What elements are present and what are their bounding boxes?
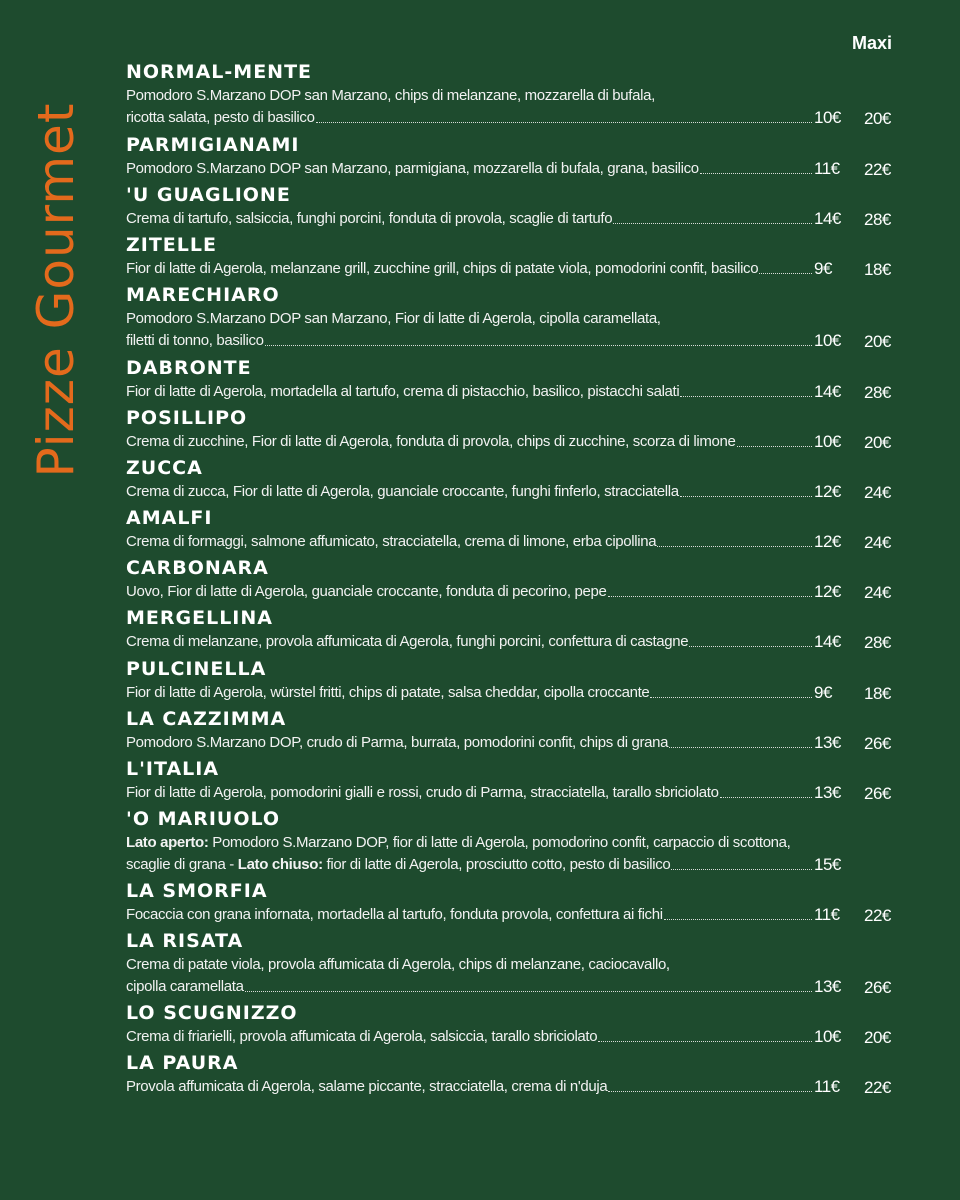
menu-item <box>126 183 916 230</box>
price: 12€ <box>814 482 841 501</box>
maxi-price: 20€ <box>864 109 891 128</box>
pizza-description-line: Focaccia con grana infornata, mortadella al tartufo, fonduta provola, confettura ai fichi 11€ <box>126 904 846 926</box>
pizza-description-line: Uovo, Fior di latte di Agerola, guanciale croccante, fonduta di pecorino, pepe 12€ <box>126 581 846 603</box>
price: 9€ <box>814 683 832 702</box>
pizza-name: ZITELLE <box>126 234 217 256</box>
dotted-leader <box>680 395 812 397</box>
side-label: Lato chiuso: <box>237 856 323 873</box>
pizza-description-line: Pomodoro S.Marzano DOP san Marzano, parmigiana, mozzarella di bufala, grana, basilico 11€ <box>126 158 846 180</box>
price: 10€ <box>814 432 841 451</box>
dotted-leader <box>671 868 812 870</box>
pizza-name: LA CAZZIMMA <box>126 708 287 730</box>
price: 11€ <box>814 159 840 178</box>
section-title-text: Pizze Gourmet <box>27 102 85 478</box>
pizza-description-line: cipolla caramellata 13€ <box>126 976 846 998</box>
menu-item <box>126 657 916 704</box>
maxi-price: 18€ <box>864 260 891 279</box>
price: 13€ <box>814 977 841 996</box>
pizza-name: LO SCUGNIZZO <box>126 1002 298 1024</box>
menu-item <box>126 60 916 129</box>
pizza-name: 'O MARIUOLO <box>126 808 281 830</box>
price: 12€ <box>814 582 841 601</box>
pizza-name: DABRONTE <box>126 357 252 379</box>
pizza-description-line: Provola affumicata di Agerola, salame piccante, stracciatella, crema di n'duja 11€ <box>126 1076 846 1098</box>
price: 12€ <box>814 532 841 551</box>
dotted-leader <box>650 696 812 698</box>
menu-item <box>126 133 916 180</box>
menu-item <box>126 606 916 653</box>
price: 11€ <box>814 905 840 924</box>
maxi-column-header: Maxi <box>852 33 893 53</box>
menu-item <box>126 929 916 998</box>
dotted-leader <box>759 272 812 274</box>
menu-item <box>126 456 916 503</box>
pizza-description-line: Crema di melanzane, provola affumicata di Agerola, funghi porcini, confettura di castagne 14€ <box>126 631 846 653</box>
pizza-name: NORMAL-MENTE <box>126 61 313 83</box>
pizza-description-line: Crema di tartufo, salsiccia, funghi porcini, fonduta di provola, scaglie di tartufo 14€ <box>126 208 846 230</box>
price: 13€ <box>814 783 841 802</box>
menu-item <box>126 1001 916 1048</box>
dotted-leader <box>316 121 812 123</box>
pizza-name: 'U GUAGLIONE <box>126 184 291 206</box>
pizza-name: L'ITALIA <box>126 758 220 780</box>
price: 13€ <box>814 733 841 752</box>
pizza-description-line: Pomodoro S.Marzano DOP, crudo di Parma, burrata, pomodorini confit, chips di grana 13€ <box>126 732 846 754</box>
pizza-name: LA RISATA <box>126 930 244 952</box>
price: 14€ <box>814 382 841 401</box>
pizza-description-line: Pomodoro S.Marzano DOP san Marzano, chips di melanzane, mozzarella di bufala, <box>126 87 655 104</box>
dotted-leader <box>598 1040 812 1042</box>
dotted-leader <box>689 645 812 647</box>
side-label: Lato aperto: <box>126 834 209 851</box>
price: 15€ <box>814 855 841 874</box>
menu-item <box>126 283 916 352</box>
pizza-description-line: Crema di formaggi, salmone affumicato, stracciatella, crema di limone, erba cipollina 12€ <box>126 531 846 553</box>
dotted-leader <box>720 796 812 798</box>
dotted-leader <box>265 344 812 346</box>
price: 14€ <box>814 632 841 651</box>
pizza-description-line: Crema di patate viola, provola affumicata di Agerola, chips di melanzane, caciocavallo, <box>126 956 670 973</box>
price: 10€ <box>814 108 841 127</box>
menu-item <box>126 1051 916 1098</box>
pizza-name: PARMIGIANAMI <box>126 134 300 156</box>
price: 11€ <box>814 1077 840 1096</box>
maxi-price: 24€ <box>864 583 891 602</box>
dotted-leader <box>608 1090 812 1092</box>
dotted-leader <box>680 495 812 497</box>
pizza-name: POSILLIPO <box>126 407 248 429</box>
pizza-name: PULCINELLA <box>126 658 267 680</box>
price: 14€ <box>814 209 841 228</box>
pizza-description-line: Fior di latte di Agerola, würstel fritti, chips di patate, salsa cheddar, cipolla croccante 9€ <box>126 682 846 704</box>
menu-item <box>126 807 916 876</box>
price: 10€ <box>814 331 841 350</box>
dotted-leader <box>700 172 812 174</box>
pizza-name: MARECHIARO <box>126 284 280 306</box>
pizza-name: AMALFI <box>126 507 213 529</box>
pizza-description-line: Fior di latte di Agerola, melanzane grill, zucchine grill, chips di patate viola, pomodorini confit, basilico 9€ <box>126 258 846 280</box>
pizza-description-line: Crema di friarielli, provola affumicata di Agerola, salsiccia, tarallo sbriciolato 10€ <box>126 1026 846 1048</box>
maxi-price: 22€ <box>864 906 891 925</box>
maxi-price: 20€ <box>864 332 891 351</box>
pizza-description-line: Crema di zucchine, Fior di latte di Agerola, fonduta di provola, chips di zucchine, scorza di limone 10€ <box>126 431 846 453</box>
price: 9€ <box>814 259 832 278</box>
menu-item <box>126 556 916 603</box>
menu-item <box>126 879 916 926</box>
price: 10€ <box>814 1027 841 1046</box>
pizza-name: ZUCCA <box>126 457 203 479</box>
menu-item <box>126 406 916 453</box>
pizza-description-line: Crema di zucca, Fior di latte di Agerola, guanciale croccante, funghi finferlo, stracciatella 12€ <box>126 481 846 503</box>
dotted-leader <box>664 918 812 920</box>
maxi-price: 24€ <box>864 533 891 552</box>
pizza-description-line: ricotta salata, pesto di basilico 10€ <box>126 107 846 129</box>
pizza-name: MERGELLINA <box>126 607 273 629</box>
dotted-leader <box>613 222 812 224</box>
menu-item <box>126 356 916 403</box>
menu-item <box>126 707 916 754</box>
dotted-leader <box>737 445 813 447</box>
pizza-description-line: Fior di latte di Agerola, mortadella al tartufo, crema di pistacchio, basilico, pistacchi salati 14€ <box>126 381 846 403</box>
maxi-price: 28€ <box>864 383 891 402</box>
pizza-name: LA SMORFIA <box>126 880 268 902</box>
pizza-description-line: filetti di tonno, basilico 10€ <box>126 330 846 352</box>
maxi-price: 26€ <box>864 784 891 803</box>
dotted-leader <box>245 990 812 992</box>
menu-item <box>126 757 916 804</box>
pizza-description-line: Lato aperto: Pomodoro S.Marzano DOP, fior di latte di Agerola, pomodorino confit, carpaccio di scottona, <box>126 834 791 851</box>
pizza-name: CARBONARA <box>126 557 269 579</box>
menu-list <box>126 60 916 1101</box>
maxi-price: 26€ <box>864 978 891 997</box>
pizza-description-line: Pomodoro S.Marzano DOP san Marzano, Fior di latte di Agerola, cipolla caramellata, <box>126 310 661 327</box>
maxi-price: 28€ <box>864 210 891 229</box>
maxi-price: 18€ <box>864 684 891 703</box>
dotted-leader <box>608 595 812 597</box>
maxi-price: 28€ <box>864 633 891 652</box>
section-title <box>16 80 96 500</box>
maxi-price: 20€ <box>864 433 891 452</box>
dotted-leader <box>669 746 812 748</box>
menu-item <box>126 233 916 280</box>
pizza-name: LA PAURA <box>126 1052 239 1074</box>
maxi-price: 22€ <box>864 1078 891 1097</box>
menu-item <box>126 506 916 553</box>
maxi-price: 26€ <box>864 734 891 753</box>
maxi-price: 22€ <box>864 160 891 179</box>
maxi-price: 20€ <box>864 1028 891 1047</box>
maxi-price: 24€ <box>864 483 891 502</box>
dotted-leader <box>657 545 812 547</box>
pizza-description-line: Fior di latte di Agerola, pomodorini gialli e rossi, crudo di Parma, stracciatella, tarallo sbriciolato 13€ <box>126 782 846 804</box>
pizza-description-line: scaglie di grana - Lato chiuso: fior di latte di Agerola, prosciutto cotto, pesto di basilico 15€ <box>126 854 846 876</box>
